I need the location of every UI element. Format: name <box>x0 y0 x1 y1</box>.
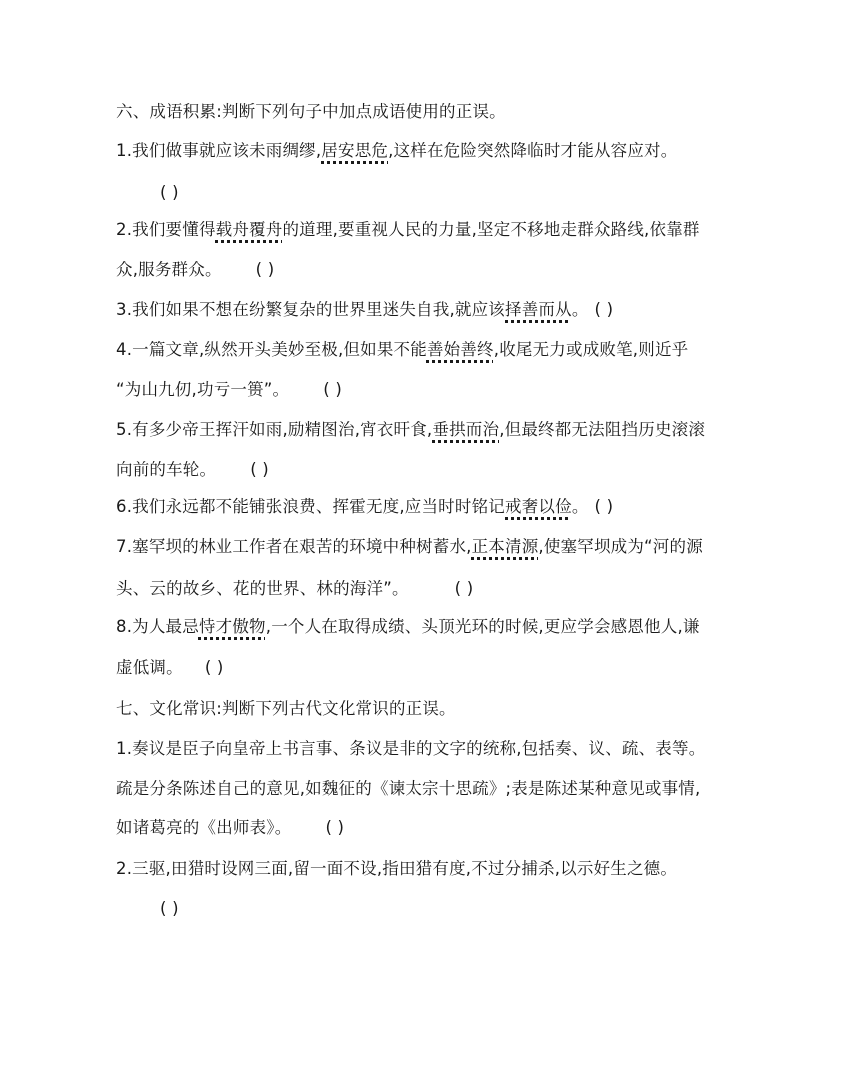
item-7-2-line1: 2.三驱,田猎时设网三面,留一面不设,指田猎有度,不过分捕杀,以示好生之德。 <box>116 859 678 878</box>
item-6-4-text: 4.一篇文章,纵然开头美妙至极,但如果不能善始善终,收尾无力或成败笔,则近乎 <box>116 340 689 359</box>
emphasized-idiom: 居安思危 <box>321 141 389 160</box>
answer-paren[interactable]: ( ) <box>204 658 224 677</box>
item-7-1-line1: 1.奏议是臣子向皇帝上书言事、条议是非的文字的统称,包括奏、议、疏、表等。 <box>116 739 706 758</box>
emphasized-idiom: 择善而从 <box>505 300 572 319</box>
emphasized-idiom: 垂拱而治 <box>432 420 500 439</box>
emphasized-idiom: 恃才傲物 <box>198 617 266 636</box>
answer-paren[interactable]: ( ) <box>454 579 474 598</box>
item-6-5-cont: 向前的车轮。 ( ) <box>116 460 269 479</box>
answer-paren[interactable]: ( ) <box>250 460 269 479</box>
answer-paren[interactable]: ( ) <box>255 260 275 279</box>
answer-paren[interactable]: ( ) <box>323 380 342 399</box>
item-6-7-cont: 头、云的故乡、花的世界、林的海洋”。 ( ) <box>116 579 474 598</box>
answer-paren[interactable]: ( ) <box>160 899 179 918</box>
section-7-heading: 七、文化常识:判断下列古代文化常识的正误。 <box>116 699 456 718</box>
emphasized-idiom: 戒奢以俭 <box>505 497 572 516</box>
answer-paren[interactable]: ( ) <box>594 300 614 319</box>
item-6-1-text: 1.我们做事就应该未雨绸缪,居安思危,这样在危险突然降临时才能从容应对。 <box>116 141 678 160</box>
emphasized-idiom: 正本清源 <box>471 537 539 556</box>
emphasized-idiom: 善始善终 <box>426 340 494 359</box>
item-6-8-text: 8.为人最忌恃才傲物,一个人在取得成绩、头顶光环的时候,更应学会感恩他人,谦 <box>116 617 700 636</box>
item-6-3-text: 3.我们如果不想在纷繁复杂的世界里迷失自我,就应该择善而从。 ( ) <box>116 300 614 319</box>
item-6-6-text: 6.我们永远都不能铺张浪费、挥霍无度,应当时时铭记戒奢以俭。 ( ) <box>116 497 614 516</box>
item-6-5-text: 5.有多少帝王挥汗如雨,励精图治,宵衣旰食,垂拱而治,但最终都无法阻挡历史滚滚 <box>116 420 706 439</box>
item-6-4-cont: “为山九仞,功亏一篑”。 ( ) <box>116 380 342 399</box>
item-7-1-line3: 如诸葛亮的《出师表》。 ( ) <box>116 818 345 837</box>
answer-paren[interactable]: ( ) <box>160 183 179 202</box>
item-6-2-cont: 众,服务群众。 ( ) <box>116 260 275 279</box>
emphasized-idiom: 载舟覆舟 <box>215 220 283 239</box>
section-6-heading: 六、成语积累:判断下列句子中加点成语使用的正误。 <box>116 102 506 121</box>
answer-paren[interactable]: ( ) <box>325 818 345 837</box>
item-6-7-text: 7.塞罕坝的林业工作者在艰苦的环境中种树蓄水,正本清源,使塞罕坝成为“河的源 <box>116 537 703 556</box>
item-6-2-text: 2.我们要懂得载舟覆舟的道理,要重视人民的力量,坚定不移地走群众路线,依靠群 <box>116 220 700 239</box>
item-6-8-cont: 虚低调。 ( ) <box>116 658 224 677</box>
answer-paren[interactable]: ( ) <box>594 497 614 516</box>
item-7-1-line2: 疏是分条陈述自己的意见,如魏征的《谏太宗十思疏》;表是陈述某种意见或事情, <box>116 779 701 798</box>
